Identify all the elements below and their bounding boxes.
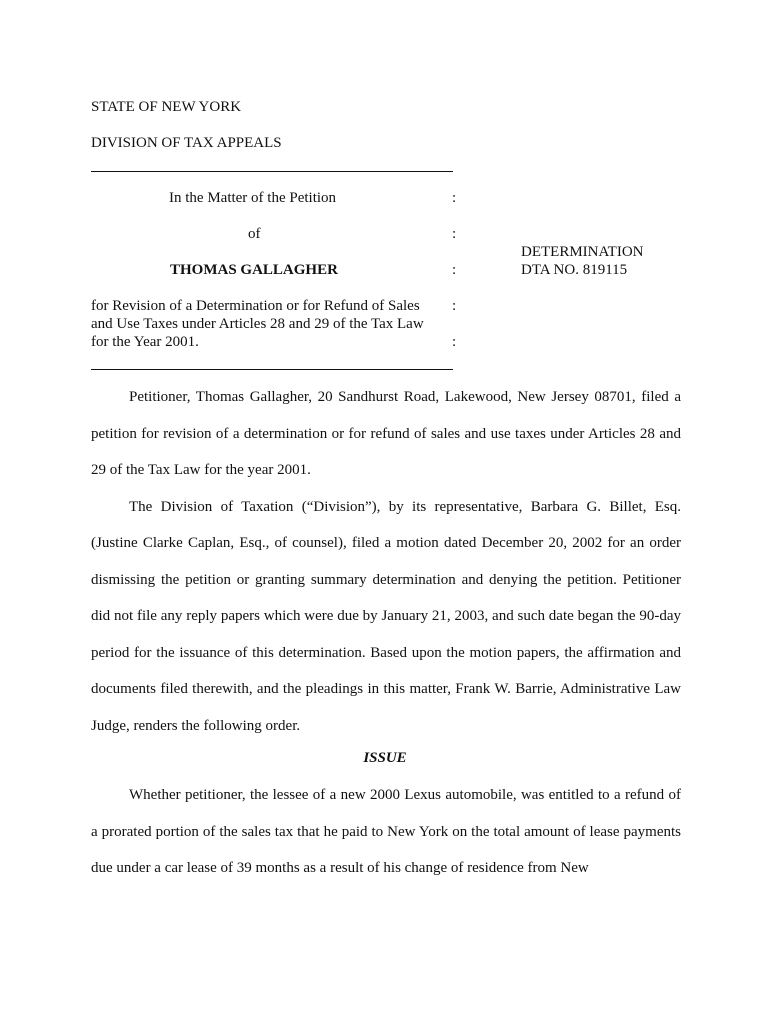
caption-bottom-rule	[91, 369, 453, 370]
caption-colon: :	[452, 334, 457, 350]
division-heading: DIVISION OF TAX APPEALS	[91, 135, 282, 151]
caption-top-rule	[91, 171, 453, 172]
purpose-line: and Use Taxes under Articles 28 and 29 of the Tax Law	[91, 316, 424, 332]
paragraph-issue: Whether petitioner, the lessee of a new 2000 Lexus automobile, was entitled to a refund of a prorated portion of the sales tax that he paid to New York on the total amount of lease payments due under a car lease of 39 months as a result of his change of residence from New	[91, 787, 681, 876]
purpose-line: for Revision of a Determination or for Refund of Sales	[91, 298, 420, 314]
caption-colon: :	[452, 190, 457, 206]
caption-colon: :	[452, 262, 457, 278]
issue-heading: ISSUE	[363, 750, 407, 766]
paragraph-motion: The Division of Taxation (“Division”), by its representative, Barbara G. Billet, Esq. (Justine Clarke Caplan, Esq., of counsel), filed a motion dated December 20, 2002 for an order dismissing the petition or granting summary determination and denying the petition. Petitioner did not file any reply papers which were due by January 21, 2003, and such date began the 90-day period for the issuance of this determination. Based upon the motion papers, the affirmation and documents filed therewith, and the pleadings in this matter, Frank W. Barrie, Administrative Law Judge, renders the following order.	[91, 498, 681, 734]
caption-colon: :	[452, 298, 457, 314]
dta-number: DTA NO. 819115	[521, 262, 628, 278]
caption-colon: :	[452, 226, 457, 242]
purpose-line: for the Year 2001.	[91, 334, 199, 350]
of-line: of	[248, 226, 261, 242]
issue-text	[91, 777, 681, 887]
state-heading: STATE OF NEW YORK	[91, 99, 242, 115]
body-text	[91, 379, 681, 744]
determination-title: DETERMINATION	[521, 244, 644, 260]
matter-line: In the Matter of the Petition	[169, 190, 337, 206]
petitioner-name: THOMAS GALLAGHER	[170, 262, 338, 278]
paragraph-petition: Petitioner, Thomas Gallagher, 20 Sandhurst Road, Lakewood, New Jersey 08701, filed a petition for revision of a determination or for refund of sales and use taxes under Articles 28 and 29 of the Tax Law for the year 2001.	[91, 389, 681, 478]
